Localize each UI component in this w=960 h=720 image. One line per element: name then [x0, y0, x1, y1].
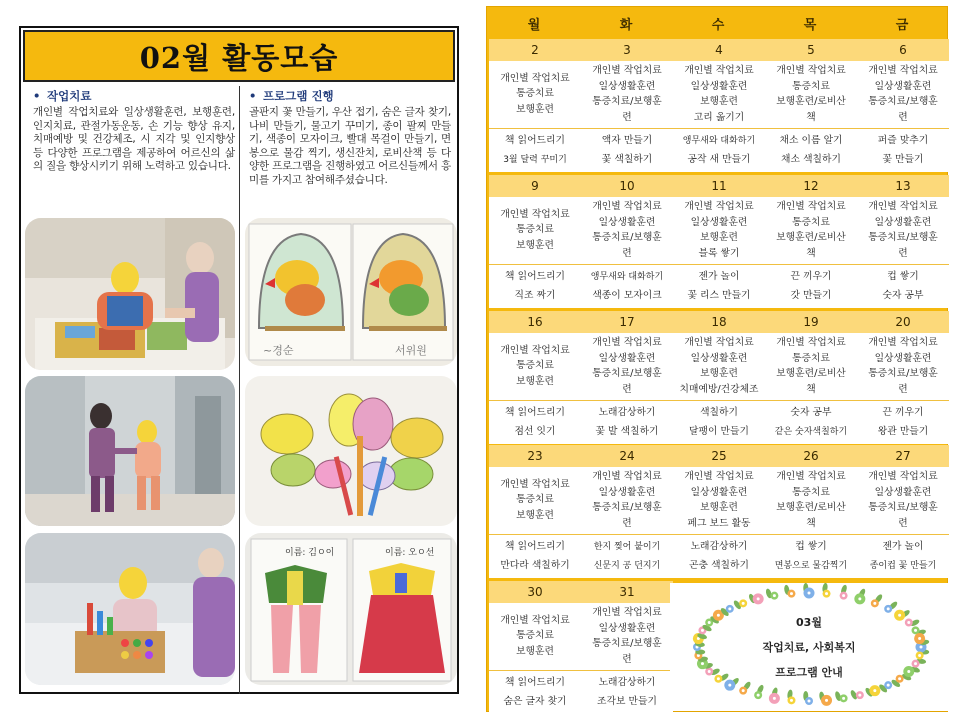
program-line: 련 — [622, 653, 632, 665]
afternoon-program — [581, 128, 673, 172]
calendar-date: 9 — [489, 175, 581, 197]
weekday-header: 월 — [527, 17, 541, 33]
calendar-day-cell — [581, 175, 673, 308]
calendar-date: 13 — [857, 175, 949, 197]
calendar-day-cell — [857, 445, 949, 578]
program-line: 한지 찢어 붙이기 — [593, 541, 661, 552]
program-line: 보행훈련/로비산 — [776, 96, 846, 107]
program-line: 개인별 작업치료 — [868, 65, 938, 76]
afternoon-program — [673, 128, 765, 172]
morning-program — [581, 603, 673, 669]
weekday-header: 목 — [803, 17, 817, 33]
program-line: 숨은 글자 찾기 — [503, 696, 567, 708]
program-line: 액자 만들기 — [601, 134, 653, 146]
program-line: 노래감상하기 — [598, 406, 656, 418]
program-line: 보행훈련 — [516, 103, 554, 115]
program-line: 책 — [806, 247, 816, 259]
calendar-date: 18 — [673, 311, 765, 333]
afternoon-program — [581, 534, 673, 578]
calendar-day-cell — [673, 311, 765, 444]
afternoon-program — [489, 400, 581, 444]
program-line: 보행훈련/로비산 — [776, 232, 846, 243]
program-line: 개인별 작업치료 — [500, 478, 570, 490]
calendar-day-cell — [857, 175, 949, 308]
morning-program — [857, 197, 949, 263]
program-line: 통증치료 — [792, 486, 830, 498]
calendar-date: 6 — [857, 39, 949, 61]
program-line: 보행훈련 — [516, 375, 554, 387]
photo-sign-2: 서위원 — [395, 344, 427, 357]
photo-butterfly-craft — [245, 376, 457, 526]
program-line: 통증치료 — [516, 88, 554, 100]
program-line: 일상생활훈련 — [598, 216, 656, 228]
program-line: 통증치료/보행훈 — [592, 502, 662, 513]
program-line: 3월 달력 꾸미기 — [503, 155, 567, 166]
program-line: 개인별 작업치료 — [592, 607, 662, 618]
calendar-date: 11 — [673, 175, 765, 197]
section-heading — [249, 88, 451, 104]
program-line: 색칠하기 — [700, 406, 738, 418]
program-line: 개인별 작업치료 — [776, 337, 846, 348]
section-body: 골판지 꽃 만들기, 우산 접기, 숨은 글자 찾기, 나비 만들기, 물고기 꾸미기, 종이 팔찌 만들기, 색종이 모자이크, 빨대 목걸이 만들기, 면봉으로 물감 찍기, 생신잔치, 로비산책 등 다양한 프로그램을 진행하였고 어르신들께서 흥미를 가지고 참여해주셨습니다. — [249, 106, 451, 186]
program-line: 면봉으로 물감찍기 — [774, 561, 848, 572]
program-line: 블록 쌓기 — [698, 247, 740, 259]
afternoon-program — [765, 128, 857, 172]
program-line: 개인별 작업치료 — [776, 471, 846, 482]
monthly-calendar — [486, 6, 948, 712]
panel-title: 02월 활동모습 — [139, 40, 339, 75]
program-line: 개인별 작업치료 — [868, 471, 938, 482]
program-line: 통증치료 — [516, 494, 554, 506]
calendar-day-cell — [489, 581, 581, 714]
program-line: 개인별 작업치료 — [684, 471, 754, 482]
morning-program — [489, 61, 581, 127]
program-line: 갓 만들기 — [790, 290, 832, 302]
notice-line: 03월 — [796, 615, 822, 629]
calendar-day-cell — [581, 445, 673, 578]
calendar-date: 27 — [857, 445, 949, 467]
program-line: 련 — [898, 247, 908, 259]
afternoon-program — [489, 670, 581, 714]
program-line: 보행훈련/로비산 — [776, 368, 846, 379]
program-line: 보행훈련 — [700, 232, 738, 243]
program-line: 일상생활훈련 — [598, 80, 656, 92]
program-line: 개인별 작업치료 — [684, 337, 754, 348]
program-line: 꽃 만들기 — [882, 154, 924, 166]
calendar-date: 19 — [765, 311, 857, 333]
morning-program — [765, 61, 857, 127]
photo-parrot-coloring — [245, 218, 457, 366]
calendar-date: 30 — [489, 581, 581, 603]
program-line: 일상생활훈련 — [874, 352, 932, 364]
afternoon-program — [673, 534, 765, 578]
program-line: 일상생활훈련 — [690, 486, 748, 498]
photo-name-1: 이름: 김ㅇ이 — [285, 548, 335, 558]
program-line: 달팽이 만들기 — [689, 426, 749, 438]
calendar-day-cell — [581, 311, 673, 444]
morning-program — [581, 61, 673, 127]
afternoon-program — [765, 264, 857, 308]
program-line: 조각보 만들기 — [597, 696, 657, 708]
program-line: 일상생활훈련 — [874, 216, 932, 228]
program-line: 통증치료 — [516, 630, 554, 642]
program-line: 련 — [898, 111, 908, 123]
program-line: 련 — [898, 517, 908, 529]
program-line: 끈 끼우기 — [790, 270, 832, 282]
morning-program — [673, 197, 765, 263]
morning-program — [489, 333, 581, 399]
program-line: 퍼즐 맞추기 — [877, 134, 929, 146]
program-line: 종이컵 꽃 만들기 — [869, 561, 937, 572]
program-line: 보행훈련/로비산 — [776, 502, 846, 513]
calendar-day-cell — [489, 39, 581, 172]
program-line: 일상생활훈련 — [690, 80, 748, 92]
program-line: 통증치료 — [516, 224, 554, 236]
program-line: 일상생활훈련 — [690, 352, 748, 364]
photo-sign-1: ~경순 — [263, 344, 294, 357]
program-line: 통증치료 — [516, 360, 554, 372]
morning-program — [673, 467, 765, 533]
program-line: 같은 숫자색칠하기 — [774, 427, 848, 438]
program-line: 직조 짜기 — [514, 290, 556, 302]
section-heading-text: 작업치료 — [47, 89, 92, 103]
program-line: 책 읽어드리기 — [505, 540, 565, 552]
photo-hanbok-coloring — [245, 533, 457, 685]
photo-pegboard-activity — [25, 533, 235, 685]
program-line: 책 읽어드리기 — [505, 134, 565, 146]
program-line: 개인별 작업치료 — [500, 72, 570, 84]
afternoon-program — [857, 534, 949, 578]
calendar-day-cell — [489, 175, 581, 308]
section-heading-text: 프로그램 진행 — [263, 89, 334, 103]
program-line: 고리 옮기기 — [693, 111, 745, 123]
bullet-icon: • — [33, 89, 41, 103]
program-line: 개인별 작업치료 — [868, 201, 938, 212]
calendar-date: 2 — [489, 39, 581, 61]
calendar-date: 24 — [581, 445, 673, 467]
morning-program — [581, 197, 673, 263]
section-body: 개인별 작업치료와 일상생활훈련, 보행훈련, 인지치료, 관절가동운동, 손 기능 향상 유지, 치매예방 및 건강체조, 시 지각 및 인지향상 등 다양한 프로그램을 제공하여 어르신의 삶의 질을 향상시키기 위해 노력하고 있습니다. — [33, 106, 235, 173]
program-line: 책 — [806, 517, 816, 529]
afternoon-program — [581, 264, 673, 308]
afternoon-program — [765, 534, 857, 578]
program-line: 보행훈련 — [516, 509, 554, 521]
weekday-header: 화 — [619, 17, 633, 33]
program-line: 채소 이름 알기 — [779, 134, 843, 146]
column-divider — [239, 86, 240, 694]
calendar-date: 23 — [489, 445, 581, 467]
program-line: 개인별 작업치료 — [500, 614, 570, 626]
program-line: 컵 쌓기 — [887, 270, 919, 282]
morning-program — [581, 467, 673, 533]
program-line: 통증치료/보행훈 — [592, 232, 662, 243]
afternoon-program — [489, 534, 581, 578]
program-line: 채소 색칠하기 — [781, 154, 841, 166]
morning-program — [489, 197, 581, 263]
afternoon-program — [857, 264, 949, 308]
program-line: 끈 끼우기 — [882, 406, 924, 418]
program-line: 책 읽어드리기 — [505, 270, 565, 282]
section-occupational-therapy — [33, 88, 235, 174]
program-line: 앵무새와 대화하기 — [682, 135, 756, 146]
program-line: 신문지 공 던지기 — [593, 561, 661, 572]
bullet-icon: • — [249, 89, 257, 103]
program-line: 통증치료 — [792, 352, 830, 364]
program-line: 개인별 작업치료 — [776, 65, 846, 76]
program-line: 꽃 색칠하기 — [601, 154, 653, 166]
program-line: 보행훈련 — [700, 96, 738, 107]
program-line: 통증치료/보행훈 — [592, 96, 662, 107]
calendar-day-cell — [673, 175, 765, 308]
program-line: 꽃 리스 만들기 — [687, 290, 751, 302]
next-month-notice — [670, 583, 948, 711]
program-line: 젠가 놀이 — [698, 270, 740, 282]
calendar-day-cell — [857, 311, 949, 444]
calendar-date: 4 — [673, 39, 765, 61]
program-line: 일상생활훈련 — [598, 622, 656, 634]
calendar-day-cell — [581, 39, 673, 172]
program-line: 앵무새와 대화하기 — [590, 271, 664, 282]
program-line: 책 읽어드리기 — [505, 676, 565, 688]
program-line: 개인별 작업치료 — [500, 208, 570, 220]
photo-walking-training — [25, 376, 235, 526]
afternoon-program — [765, 400, 857, 444]
calendar-date: 31 — [581, 581, 673, 603]
program-line: 개인별 작업치료 — [592, 337, 662, 348]
program-line: 보행훈련 — [700, 502, 738, 513]
program-line: 련 — [622, 111, 632, 123]
morning-program — [489, 603, 581, 669]
program-line: 개인별 작업치료 — [868, 337, 938, 348]
morning-program — [857, 333, 949, 399]
morning-program — [673, 333, 765, 399]
program-line: 통증치료/보행훈 — [868, 368, 938, 379]
notice-text — [670, 583, 948, 711]
morning-program — [765, 467, 857, 533]
weekday-header: 수 — [711, 17, 725, 33]
calendar-day-cell — [489, 445, 581, 578]
afternoon-program — [673, 400, 765, 444]
morning-program — [765, 197, 857, 263]
program-line: 련 — [622, 247, 632, 259]
calendar-day-cell — [673, 445, 765, 578]
program-line: 점선 잇기 — [514, 426, 556, 438]
afternoon-program — [581, 400, 673, 444]
program-line: 개인별 작업치료 — [500, 344, 570, 356]
program-line: 숫자 공부 — [790, 406, 832, 418]
section-heading — [33, 88, 235, 104]
program-line: 노래감상하기 — [690, 540, 748, 552]
program-line: 젠가 놀이 — [882, 540, 924, 552]
afternoon-program — [673, 264, 765, 308]
afternoon-program — [857, 400, 949, 444]
calendar-day-cell — [765, 175, 857, 308]
program-line: 책 읽어드리기 — [505, 406, 565, 418]
calendar-day-cell — [581, 581, 673, 714]
calendar-day-cell — [489, 311, 581, 444]
program-line: 보행훈련 — [700, 368, 738, 379]
photo-name-2: 이름: 오ㅇ선 — [385, 548, 435, 558]
program-line: 보행훈련 — [516, 239, 554, 251]
panel-title-box — [23, 30, 455, 82]
calendar-date: 20 — [857, 311, 949, 333]
calendar-day-cell — [765, 311, 857, 444]
morning-program — [489, 467, 581, 533]
program-line: 만다라 색칠하기 — [500, 560, 570, 572]
calendar-date: 25 — [673, 445, 765, 467]
afternoon-program — [489, 128, 581, 172]
program-line: 련 — [898, 383, 908, 395]
program-line: 통증치료/보행훈 — [592, 368, 662, 379]
calendar-day-cell — [765, 39, 857, 172]
program-line: 개인별 작업치료 — [592, 201, 662, 212]
morning-program — [857, 467, 949, 533]
program-line: 일상생활훈련 — [598, 352, 656, 364]
calendar-date: 12 — [765, 175, 857, 197]
program-line: 치매예방/건강체조 — [679, 383, 759, 395]
program-line: 개인별 작업치료 — [684, 65, 754, 76]
morning-program — [673, 61, 765, 127]
program-line: 통증치료/보행훈 — [868, 96, 938, 107]
program-line: 통증치료 — [792, 216, 830, 228]
weekday-header: 금 — [895, 17, 909, 33]
calendar-date: 10 — [581, 175, 673, 197]
program-line: 개인별 작업치료 — [592, 471, 662, 482]
calendar-date: 26 — [765, 445, 857, 467]
program-line: 보행훈련 — [516, 645, 554, 657]
program-line: 련 — [622, 383, 632, 395]
program-line: 색종이 모자이크 — [592, 290, 662, 302]
program-line: 노래감상하기 — [598, 676, 656, 688]
program-line: 통증치료/보행훈 — [868, 232, 938, 243]
morning-program — [581, 333, 673, 399]
program-line: 련 — [622, 517, 632, 529]
program-line: 통증치료/보행훈 — [868, 502, 938, 513]
program-line: 숫자 공부 — [882, 290, 924, 302]
afternoon-program — [581, 670, 673, 714]
program-line: 책 — [806, 111, 816, 123]
calendar-day-cell — [857, 39, 949, 172]
afternoon-program — [857, 128, 949, 172]
calendar-day-cell — [673, 39, 765, 172]
program-line: 곤충 색칠하기 — [689, 560, 749, 572]
program-line: 개인별 작업치료 — [776, 201, 846, 212]
morning-program — [765, 333, 857, 399]
program-line: 페그 보드 활동 — [687, 517, 751, 529]
program-line: 컵 쌓기 — [795, 540, 827, 552]
calendar-date: 5 — [765, 39, 857, 61]
activity-panel — [19, 26, 459, 694]
program-line: 일상생활훈련 — [690, 216, 748, 228]
program-line: 일상생활훈련 — [598, 486, 656, 498]
photo-puzzle-activity — [25, 218, 235, 370]
program-line: 꽃 발 색칠하기 — [595, 426, 659, 438]
section-program — [249, 88, 451, 188]
program-line: 일상생활훈련 — [874, 80, 932, 92]
program-line: 통증치료/보행훈 — [592, 638, 662, 649]
calendar-date: 3 — [581, 39, 673, 61]
calendar-date: 16 — [489, 311, 581, 333]
program-line: 왕관 만들기 — [877, 426, 929, 438]
program-line: 책 — [806, 383, 816, 395]
notice-line: 작업치료, 사회복지 — [762, 640, 856, 654]
notice-line: 프로그램 안내 — [775, 665, 843, 679]
program-line: 개인별 작업치료 — [684, 201, 754, 212]
afternoon-program — [489, 264, 581, 308]
program-line: 개인별 작업치료 — [592, 65, 662, 76]
program-line: 공작 새 만들기 — [687, 154, 751, 166]
morning-program — [857, 61, 949, 127]
calendar-day-cell — [765, 445, 857, 578]
program-line: 일상생활훈련 — [874, 486, 932, 498]
calendar-date: 17 — [581, 311, 673, 333]
program-line: 통증치료 — [792, 80, 830, 92]
